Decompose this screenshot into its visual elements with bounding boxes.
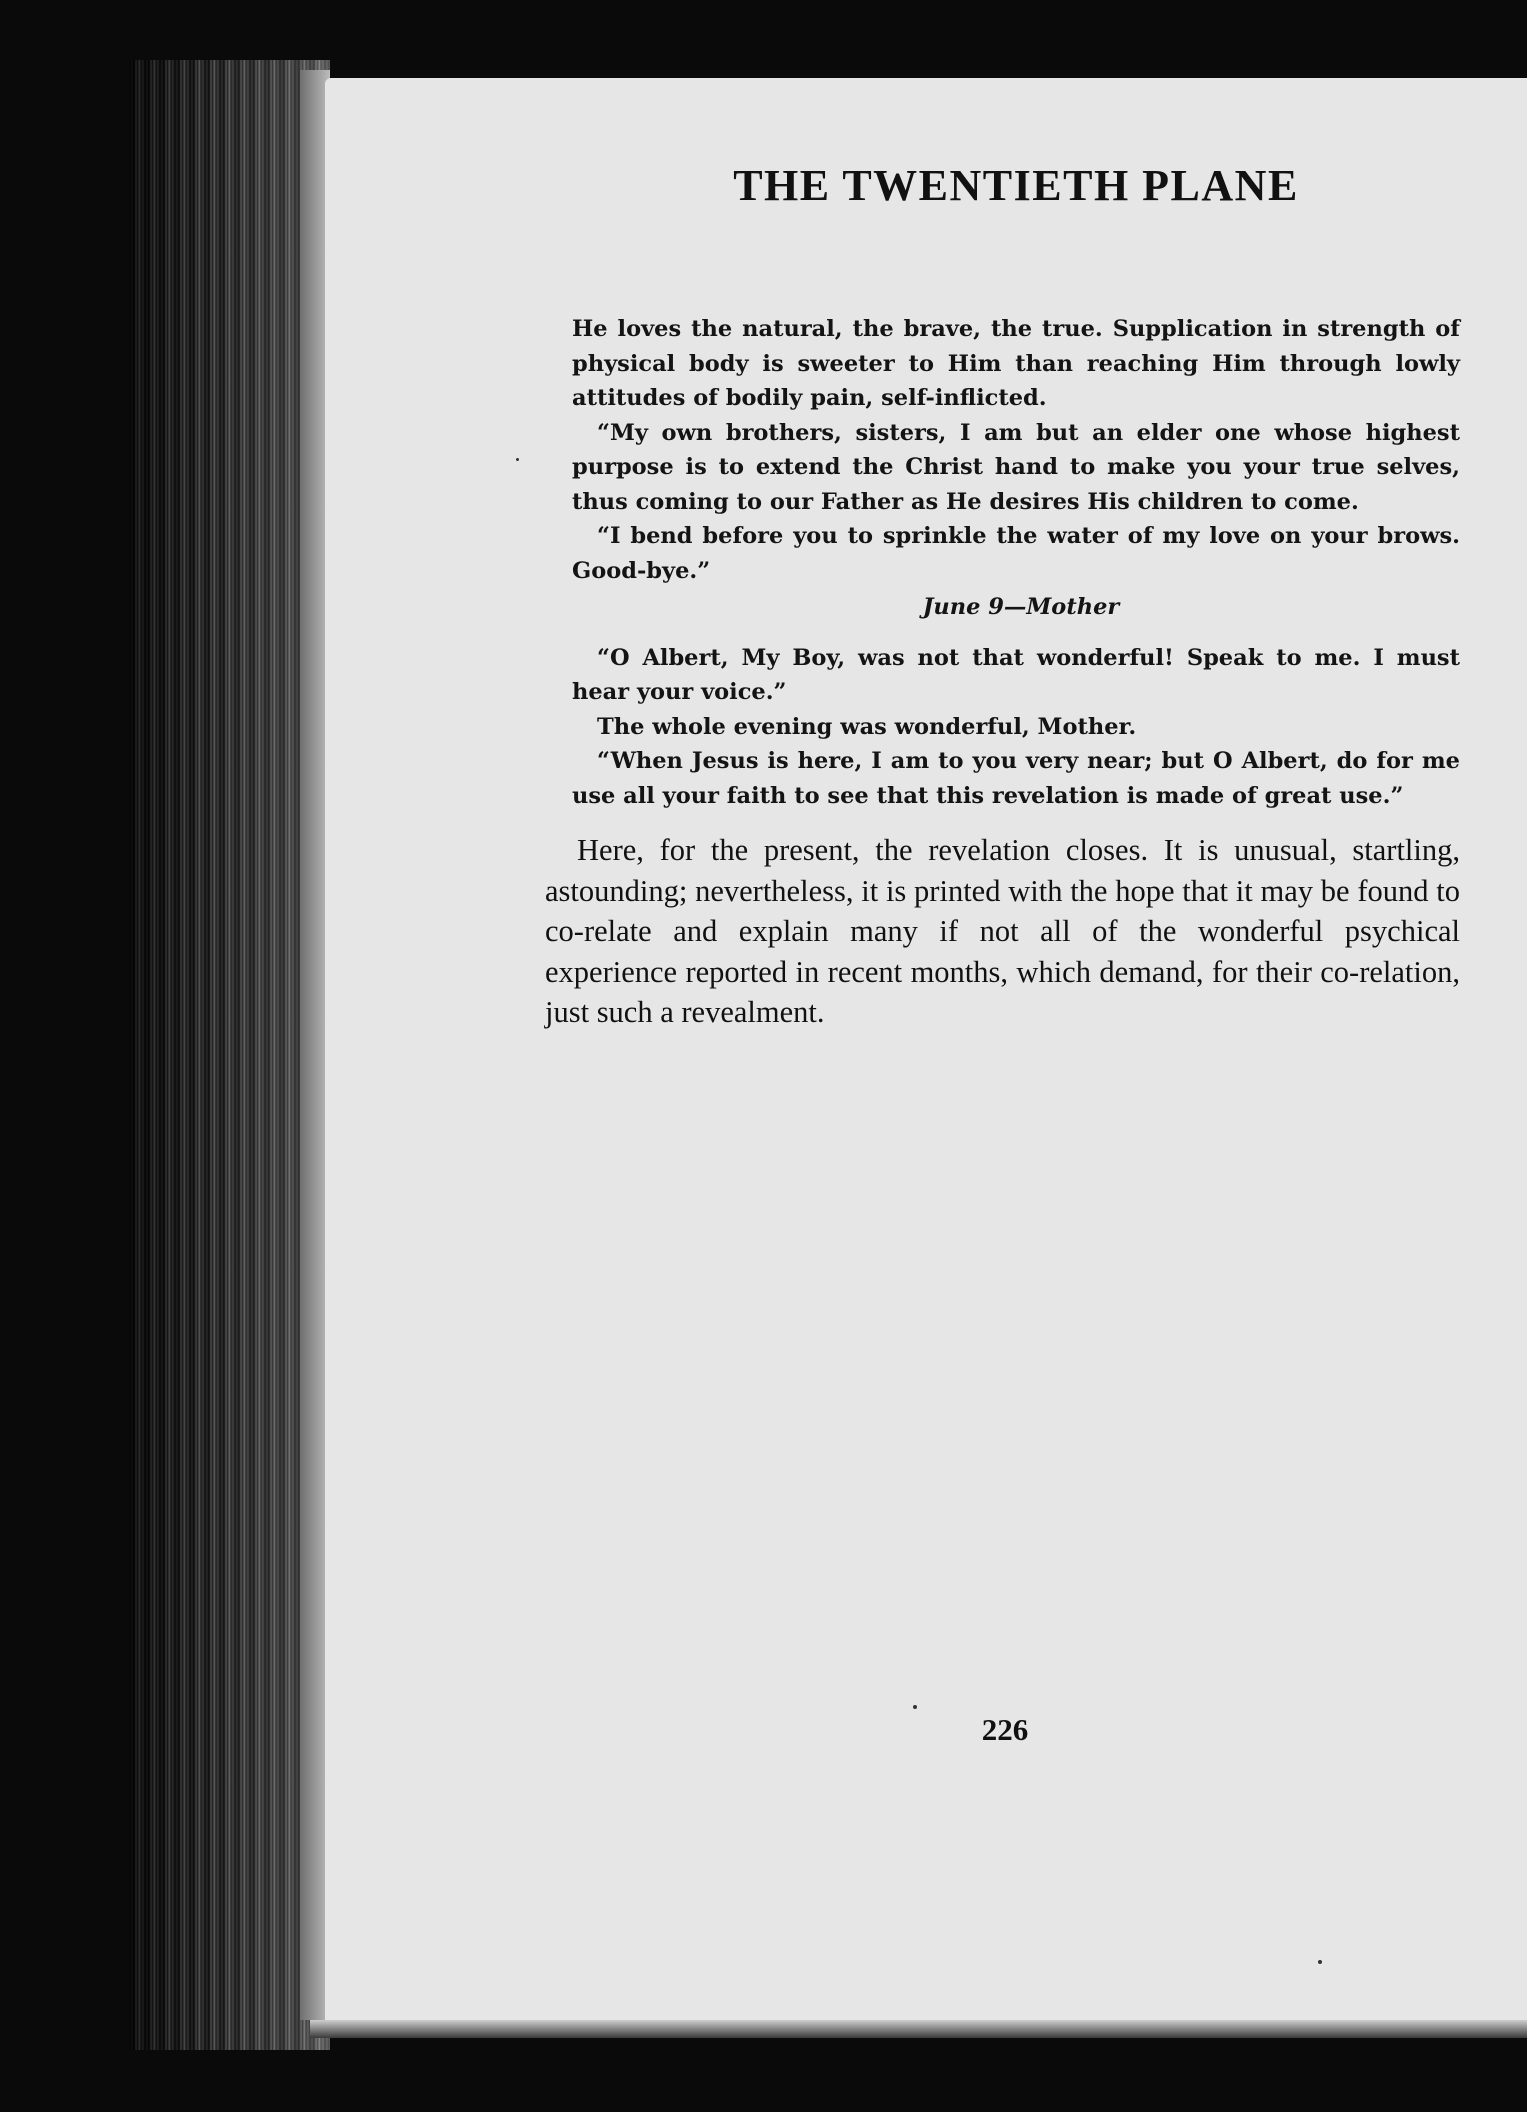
paragraph: “My own brothers, sisters, I am but an elder one whose highest purpose is to extend the Christ hand to make you your true selves, thus coming to our Father as He desires His children to come. [572, 419, 1460, 515]
closing-paragraph: Here, for the present, the revelation closes. It is unusual, startling, astounding; nevertheless, it is printed with the hope that it may be found to co-relate and explain many if not all of the wonderful psychical experience reported in recent months, which demand, for their co-relation, just such a revealment. [545, 833, 1460, 1029]
page-number: 226 [981, 1712, 1029, 1747]
paragraph: “I bend before you to sprinkle the water of my love on your brows. Good-bye.” [572, 523, 1460, 584]
paragraph: “O Albert, My Boy, was not that wonderful! Speak to me. I must hear your voice.” [572, 644, 1460, 705]
scan-speck [516, 458, 519, 461]
paragraph: “When Jesus is here, I am to you very near; but O Albert, do for me use all your faith to see that this revelation is made of great use.” [572, 748, 1460, 809]
scan-speck [1318, 1960, 1322, 1964]
page-bottom-edge [310, 2020, 1527, 2038]
scan-speck [913, 1705, 917, 1709]
running-head: THE TWENTIETH PLANE [733, 161, 1299, 210]
paragraph: The whole evening was wonderful, Mother. [597, 713, 1137, 740]
signature-line: June 9—Mother [922, 594, 1120, 620]
body-text [572, 312, 1460, 813]
paragraph: He loves the natural, the brave, the true. Supplication in strength of physical body is sweeter to Him than reaching Him through lowly attitudes of bodily pain, self-inflicted. [572, 316, 1460, 411]
